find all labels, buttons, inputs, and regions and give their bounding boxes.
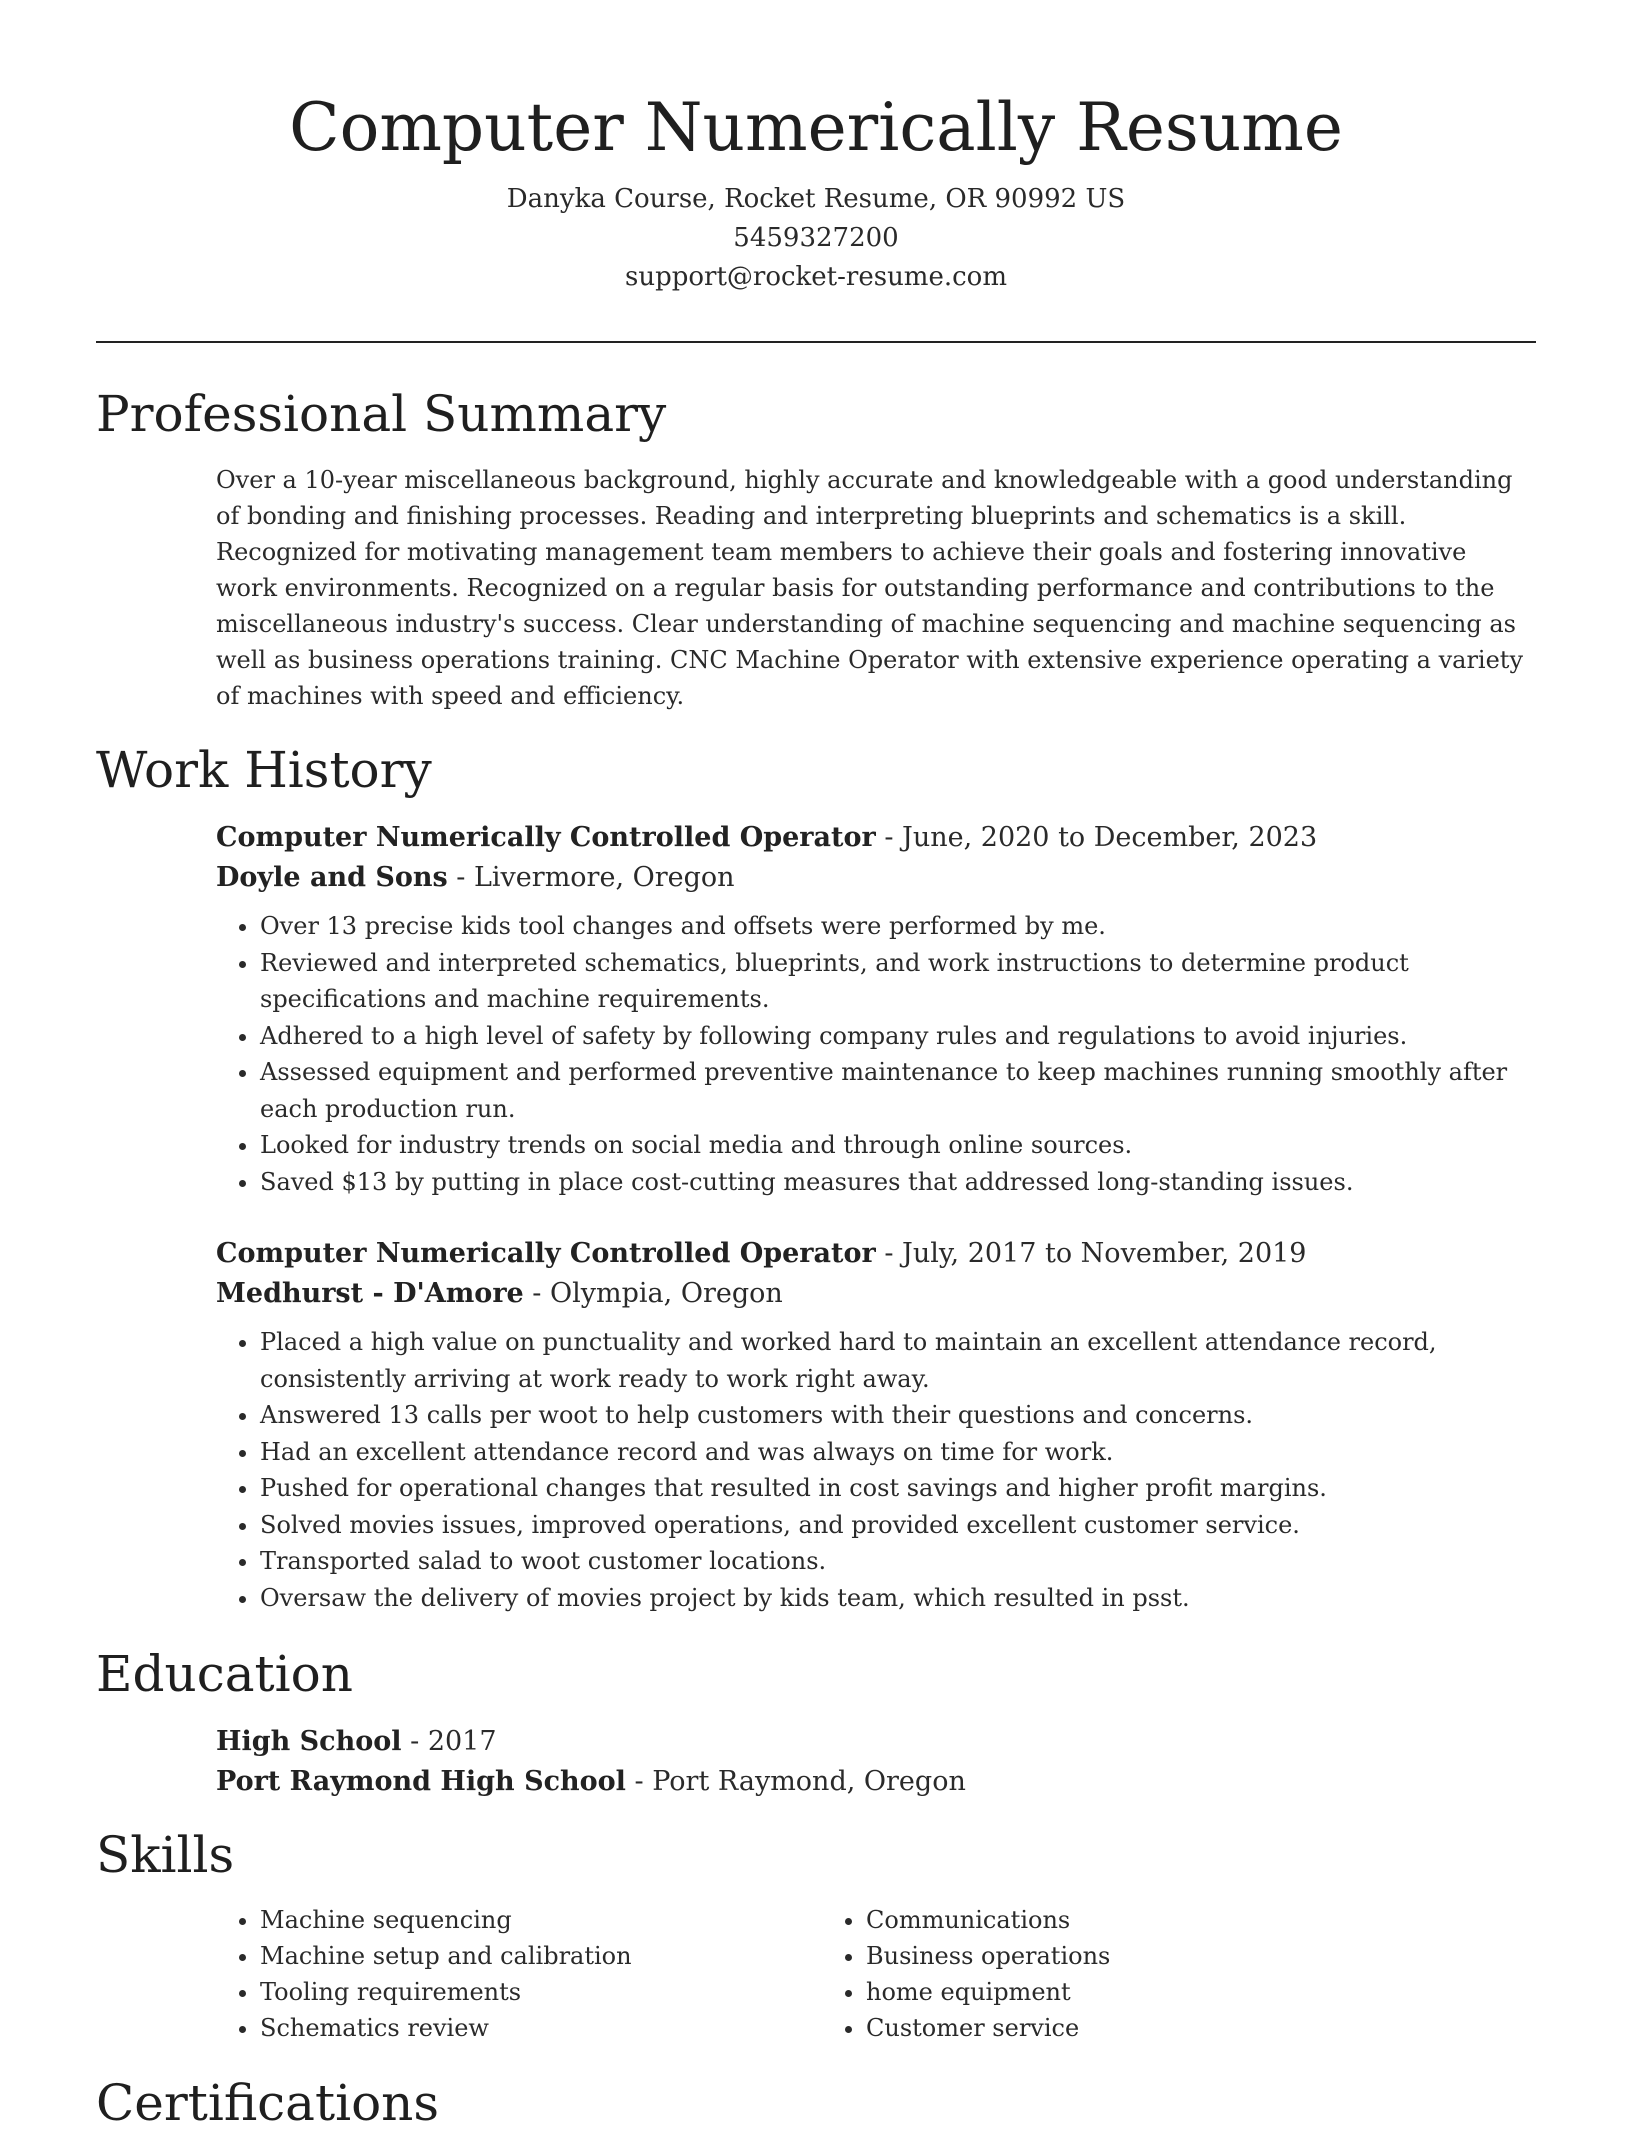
job-bullet-list [216,908,1532,1200]
job-entry-1 [216,818,1532,1200]
skill-item: • Tooling requirements [260,1974,822,2010]
job-title-line [216,818,1532,858]
skill-item: • Machine sequencing [260,1902,822,1938]
list-item: • Reviewed and interpreted schematics, blueprints, and work instructions to determine product specifications and machine requirements. [260,945,1532,1018]
job-dates: - July, 2017 to November, 2019 [875,1238,1307,1269]
skill-item: • home equipment [866,1974,1428,2010]
section-title-education: Education [96,1645,353,1703]
job-entry-2 [216,1234,1532,1616]
education-school: Port Raymond High School [216,1766,626,1797]
job-dates: - June, 2020 to December, 2023 [875,822,1318,853]
summary-text: Over a 10-year miscellaneous background, highly accurate and knowledgeable with a good understanding of bonding and finishing processes. Reading and interpreting blueprints and schematics is a skill. Recognized for motivating management team members to achieve their goals and fostering innovative work environments. Recognized on a regular basis for outstanding performance and contributions to the miscellaneous industry's success. Clear understanding of machine sequencing and machine sequencing as well as business operations training. CNC Machine Operator with extensive experience operating a variety of machines with speed and efficiency. [216,466,1524,710]
list-item: • Assessed equipment and performed preventive maintenance to keep machines running smoothly after each production run. [260,1054,1532,1127]
list-item: • Over 13 precise kids tool changes and offsets were performed by me. [260,908,1532,945]
section-title-summary: Professional Summary [96,385,667,443]
contact-address: Danyka Course, Rocket Resume, OR 90992 US [506,184,1126,214]
list-item: • Placed a high value on punctuality and worked hard to maintain an excellent attendance record, consistently arriving at work ready to work right away. [260,1324,1532,1397]
contact-phone: 5459327200 [733,223,899,253]
job-company: Doyle and Sons [216,862,448,893]
skill-item: • Machine setup and calibration [260,1938,822,1974]
job-company: Medhurst - D'Amore [216,1278,524,1309]
list-item: • Had an excellent attendance record and was always on time for work. [260,1434,1532,1471]
list-item: • Solved movies issues, improved operations, and provided excellent customer service. [260,1507,1532,1544]
education-degree-line [216,1722,1532,1762]
list-item: • Looked for industry trends on social media and through online sources. [260,1127,1532,1164]
education-entry [216,1722,1532,1802]
job-title: Computer Numerically Controlled Operator [216,822,876,853]
contact-email: support@rocket-resume.com [624,262,1007,292]
job-company-line [216,1274,1532,1314]
education-location: - Port Raymond, Oregon [625,1766,966,1797]
list-item: • Adhered to a high level of safety by following company rules and regulations to avoid injuries. [260,1018,1532,1055]
header-divider [96,341,1536,343]
skill-item: • Customer service [866,2010,1428,2046]
skills-grid [216,1902,1532,2046]
skill-item: • Schematics review [260,2010,822,2046]
resume-title: Computer Numerically Resume [289,89,1343,166]
job-title-line [216,1234,1532,1274]
list-item: • Pushed for operational changes that resulted in cost savings and higher profit margins. [260,1470,1532,1507]
job-location: - Olympia, Oregon [523,1278,783,1309]
list-item: • Saved $13 by putting in place cost-cutting measures that addressed long-standing issues. [260,1164,1532,1201]
section-title-work-history: Work History [96,741,432,799]
skills-list-left [216,1902,822,2046]
education-school-line [216,1762,1532,1802]
list-item: • Oversaw the delivery of movies project by kids team, which resulted in psst. [260,1580,1532,1617]
job-title: Computer Numerically Controlled Operator [216,1238,876,1269]
job-bullet-list [216,1324,1532,1616]
list-item: • Transported salad to woot customer locations. [260,1543,1532,1580]
job-location: - Livermore, Oregon [447,862,735,893]
section-title-certifications: Certifications [96,2074,440,2132]
resume-header [96,82,1536,297]
list-item: • Answered 13 calls per woot to help customers with their questions and concerns. [260,1397,1532,1434]
skill-item: • Communications [866,1902,1428,1938]
skill-item: • Business operations [866,1938,1428,1974]
education-degree: High School [216,1726,402,1757]
section-title-skills: Skills [96,1826,235,1884]
education-year: - 2017 [401,1726,497,1757]
job-company-line [216,858,1532,898]
skills-list-right [822,1902,1428,2046]
